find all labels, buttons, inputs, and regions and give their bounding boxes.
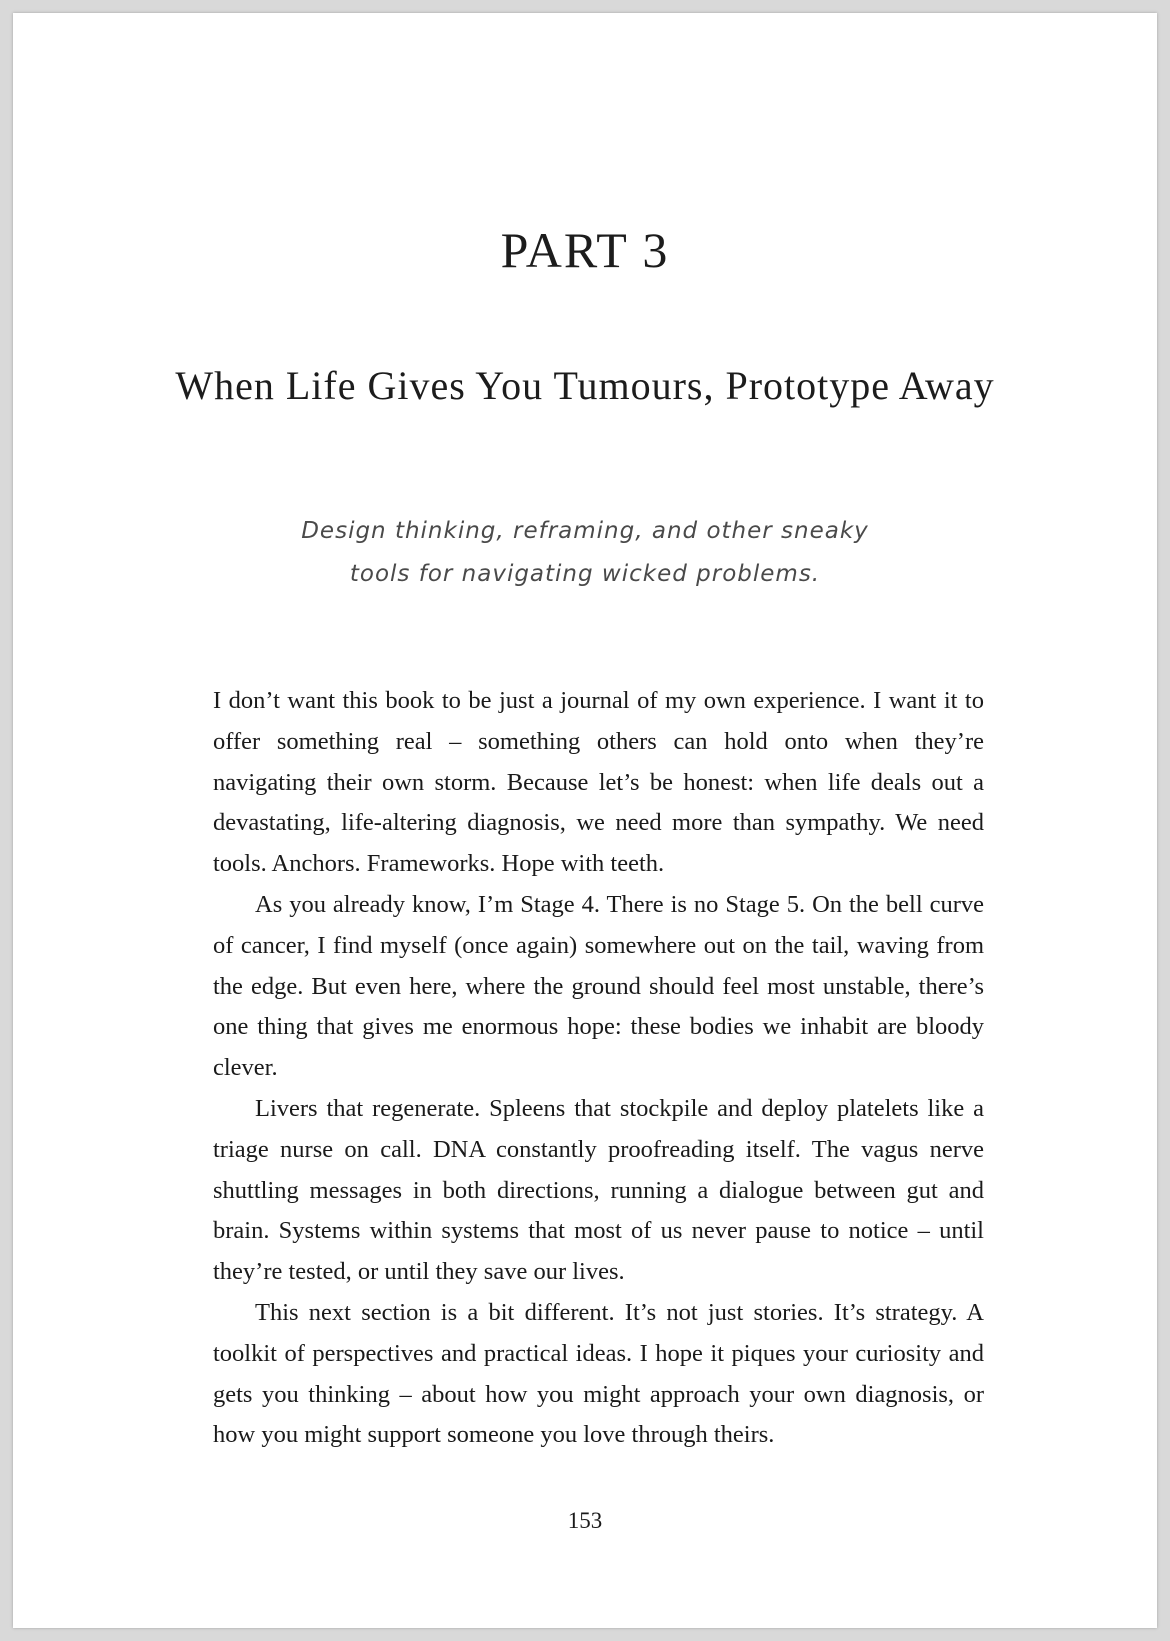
book-page — [13, 13, 1157, 1628]
paragraph-1: I don’t want this book to be just a journal of my own experience. I want it to offer something real – something others can hold onto when they’re navigating their own storm. Because let’s be honest: when life deals out a devastating, life-altering diagnosis, we need more than sympathy. We need tools. Anchors. Frameworks. Hope with teeth. — [213, 687, 984, 878]
epigraph-line-1: Design thinking, reframing, and other sneaky — [301, 518, 869, 544]
page-number: 153 — [567, 1508, 603, 1533]
part-title: When Life Gives You Tumours, Prototype Away — [175, 363, 995, 408]
epigraph — [193, 510, 977, 596]
body-text — [213, 681, 984, 1456]
paragraph-2: As you already know, I’m Stage 4. There is no Stage 5. On the bell curve of cancer, I find myself (once again) somewhere out on the tail, waving from the edge. But even here, where the ground should feel most unstable, there’s one thing that gives me enormous hope: these bodies we inhabit are bloody clever. — [213, 890, 984, 1082]
part-label: PART 3 — [500, 222, 670, 278]
paragraph-4: This next section is a bit different. It’s not just stories. It’s strategy. A toolkit of perspectives and practical ideas. I hope it piques your curiosity and gets you thinking – about how you might approach your own diagnosis, or how you might support someone you love through theirs. — [213, 1298, 984, 1449]
epigraph-line-2: tools for navigating wicked problems. — [349, 561, 821, 587]
paragraph-3: Livers that regenerate. Spleens that stockpile and deploy platelets like a triage nurse on call. DNA constantly proofreading itself. The vagus nerve shuttling messages in both directions, running a dialogue between gut and brain. Systems within systems that most of us never pause to notice – until they’re tested, or until they save our lives. — [213, 1094, 984, 1286]
